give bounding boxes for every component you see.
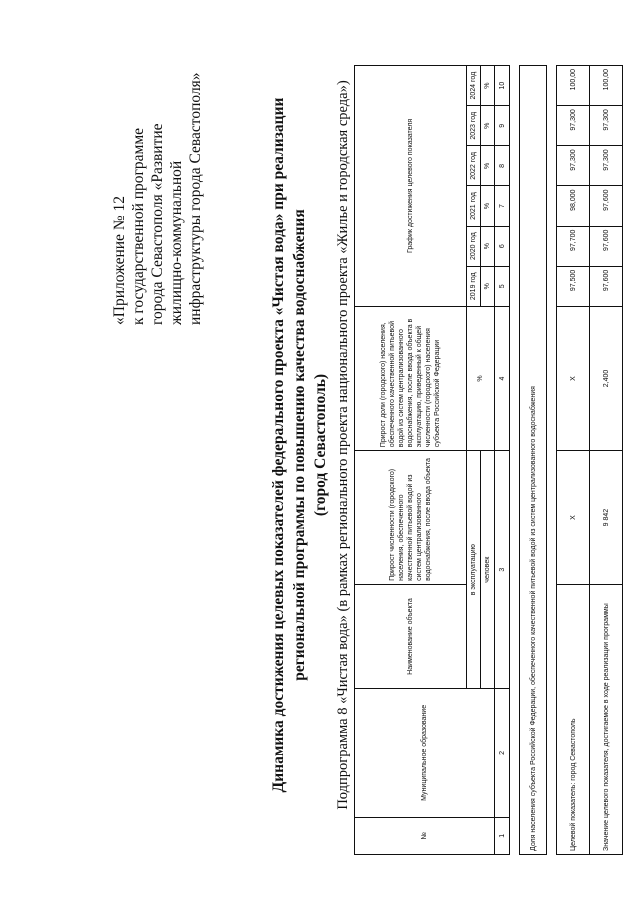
spacer-row [510, 66, 520, 855]
header-row [355, 66, 467, 855]
header-num: № [355, 817, 495, 854]
row-value: 97,600 [590, 186, 623, 226]
row-people: Х [557, 451, 590, 585]
year-header: 2024 год [467, 66, 481, 106]
header-object: Наименование объекта [355, 584, 467, 688]
spacer-row [547, 66, 557, 855]
year-header: 2023 год [467, 106, 481, 146]
appendix-block [110, 5, 205, 325]
header-growth-population: Прирост численности (городского) населения, обеспеченного качественной питьевой водой из систем централизованного водоснабжения, после ввода объекта [355, 451, 467, 585]
column-number: 8 [495, 146, 510, 186]
year-unit: % [481, 66, 495, 106]
year-header: 2019 год [467, 266, 481, 306]
header-municipality: Муниципальное образование [355, 689, 495, 817]
document-title [268, 45, 353, 845]
indicator-table-wrap [354, 65, 623, 855]
row-value: 97,300 [590, 106, 623, 146]
year-unit: % [481, 186, 495, 226]
title-line: региональной программы по повышению качества водоснабжения [291, 209, 308, 681]
header-chart: График достижения целевого показателя [355, 66, 467, 307]
appendix-line: жилищно-коммунальной [168, 160, 185, 325]
year-unit: % [481, 266, 495, 306]
header-growth-share: Прирост доли (городского) населения, обеспеченного качественной питьевой водой из систем централизованного водоснабжения, после ввода объекта в эксплуатацию, приведенный к общей численности (городского) населения субъекта Российской Федерации [355, 306, 467, 450]
title-line: (город Севастополь) [312, 373, 329, 517]
row-value: 100,00 [557, 66, 590, 106]
row-label: Значение целевого показателя, достигаемое в ходе реализации программы [590, 584, 623, 854]
column-number-row [495, 66, 510, 855]
row-people: 9 842 [590, 451, 623, 585]
appendix-line: инфраструктуры города Севастополя» [187, 72, 204, 325]
section-title-row [520, 66, 547, 855]
row-value: 97,600 [590, 226, 623, 266]
row-value: 97,300 [557, 106, 590, 146]
column-number: 6 [495, 226, 510, 266]
title-line: Динамика достижения целевых показателей федерального проекта «Чистая вода» при реализации [270, 97, 287, 793]
row-value: 97,700 [557, 226, 590, 266]
section-title: Доля населения субъекта Российской Федерации, обеспеченного качественной питьевой водой из систем централизованного водоснабжения [520, 66, 547, 855]
appendix-line: города Севастополя «Развитие [149, 123, 166, 325]
row-value: 97,600 [590, 266, 623, 306]
unit-people: человек [481, 451, 495, 689]
column-number: 3 [495, 451, 510, 689]
row-value: 97,300 [590, 146, 623, 186]
year-unit: % [481, 226, 495, 266]
column-number: 4 [495, 306, 510, 450]
row-value: 97,300 [557, 146, 590, 186]
column-number: 5 [495, 266, 510, 306]
table-row [590, 66, 623, 855]
unit-percent: % [467, 306, 495, 450]
year-unit: % [481, 106, 495, 146]
row-value: 97,500 [557, 266, 590, 306]
row-value: 100,00 [590, 66, 623, 106]
column-number: 7 [495, 186, 510, 226]
year-header: 2020 год [467, 226, 481, 266]
appendix-line: «Приложение № 12 [111, 196, 128, 325]
appendix-line: к государственной программе [130, 127, 147, 325]
year-header: 2022 год [467, 146, 481, 186]
table-row [557, 66, 590, 855]
row-label: Целевой показатель: город Севастополь [557, 584, 590, 854]
row-share: 2,400 [590, 306, 623, 450]
column-number: 1 [495, 817, 510, 854]
year-unit: % [481, 146, 495, 186]
column-number: 2 [495, 689, 510, 817]
header-in-operation: в эксплуатацию [467, 451, 481, 689]
column-number: 9 [495, 106, 510, 146]
row-value: 98,000 [557, 186, 590, 226]
column-number: 10 [495, 66, 510, 106]
indicator-table [354, 65, 623, 855]
title-subtitle: Подпрограмма 8 «Чистая вода» (в рамках регионального проекта национального проекта «Жилье и городская среда») [335, 80, 351, 810]
row-share: Х [557, 306, 590, 450]
year-header: 2021 год [467, 186, 481, 226]
